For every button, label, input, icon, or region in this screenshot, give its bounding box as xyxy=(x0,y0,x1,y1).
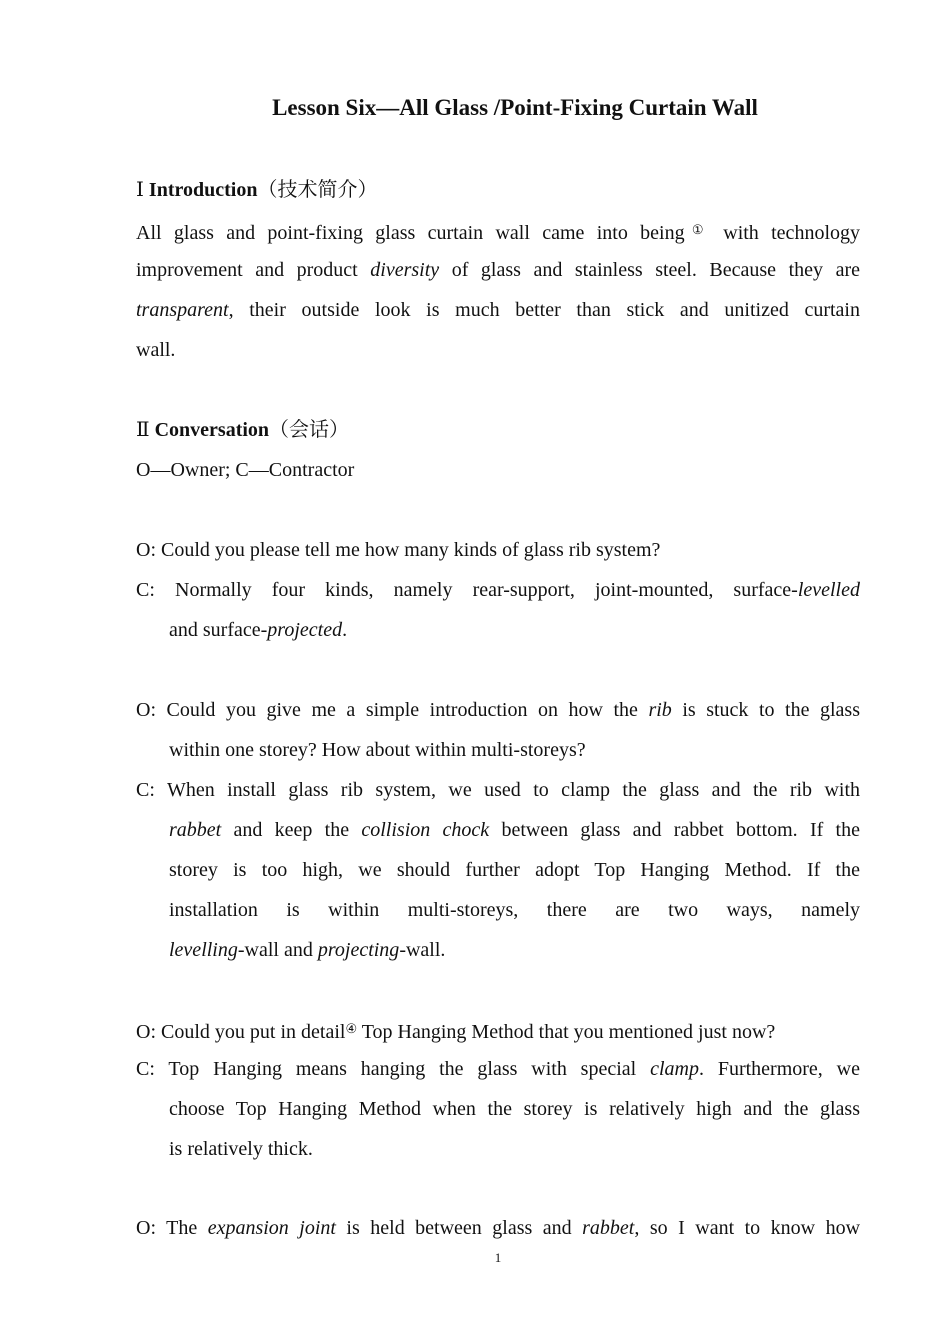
page-number: 1 xyxy=(494,1250,502,1265)
answer-2-line-4: installation is within multi-storeys, there are two ways, namely xyxy=(169,899,860,921)
answer-2-line-2: rabbet and keep the collision chock between glass and rabbet bottom. If the xyxy=(169,819,860,841)
intro-line-3: transparent, their outside look is much better than stick and unitized curtain xyxy=(136,299,860,321)
answer-2-line-3: storey is too high, we should further adopt Top Hanging Method. If the xyxy=(169,859,860,881)
answer-1-line-1: C: Normally four kinds, namely rear-support, joint-mounted, surface-levelled xyxy=(136,579,860,601)
section-numeral: Ⅱ xyxy=(136,419,150,441)
question-3: O: Could you put in detail④ Top Hanging Method that you mentioned just now? xyxy=(136,1021,776,1043)
section-heading: Conversation xyxy=(154,419,270,441)
intro-line-2: improvement and product diversity of glass and stainless steel. Because they are xyxy=(136,259,860,281)
question-1: O: Could you please tell me how many kinds of glass rib system? xyxy=(136,539,661,561)
footnote-marker: ④ xyxy=(345,1021,358,1036)
section-heading-cn: （技术简介） xyxy=(257,179,378,201)
conversation-heading xyxy=(136,410,860,450)
answer-3-line-2: choose Top Hanging Method when the storey is relatively high and the glass xyxy=(169,1098,860,1120)
intro-heading xyxy=(136,170,860,210)
section-numeral: Ⅰ xyxy=(136,179,144,201)
answer-1-line-2: and surface-projected. xyxy=(169,619,348,641)
question-2-line-1: O: Could you give me a simple introduction on how the rib is stuck to the glass xyxy=(136,699,860,721)
question-4-line-1: O: The expansion joint is held between glass and rabbet, so I want to know how xyxy=(136,1217,860,1239)
question-2-line-2: within one storey? How about within multi-storeys? xyxy=(169,739,586,761)
section-heading-cn: （会话） xyxy=(269,419,350,441)
answer-3-line-3: is relatively thick. xyxy=(169,1138,313,1160)
footnote-marker: ① xyxy=(684,222,711,237)
intro-line-1: All glass and point-fixing glass curtain wall came into being① with technology xyxy=(136,222,860,244)
answer-2-line-5: levelling-wall and projecting-wall. xyxy=(169,939,446,961)
roles-line: O—Owner; C—Contractor xyxy=(136,459,355,481)
answer-3-line-1: C: Top Hanging means hanging the glass with special clamp. Furthermore, we xyxy=(136,1058,860,1080)
lesson-title: Lesson Six—All Glass /Point-Fixing Curtain Wall xyxy=(272,95,758,120)
section-heading: Introduction xyxy=(148,179,258,201)
answer-2-line-1: C: When install glass rib system, we used to clamp the glass and the rib with xyxy=(136,779,860,801)
intro-line-4: wall. xyxy=(136,339,176,361)
